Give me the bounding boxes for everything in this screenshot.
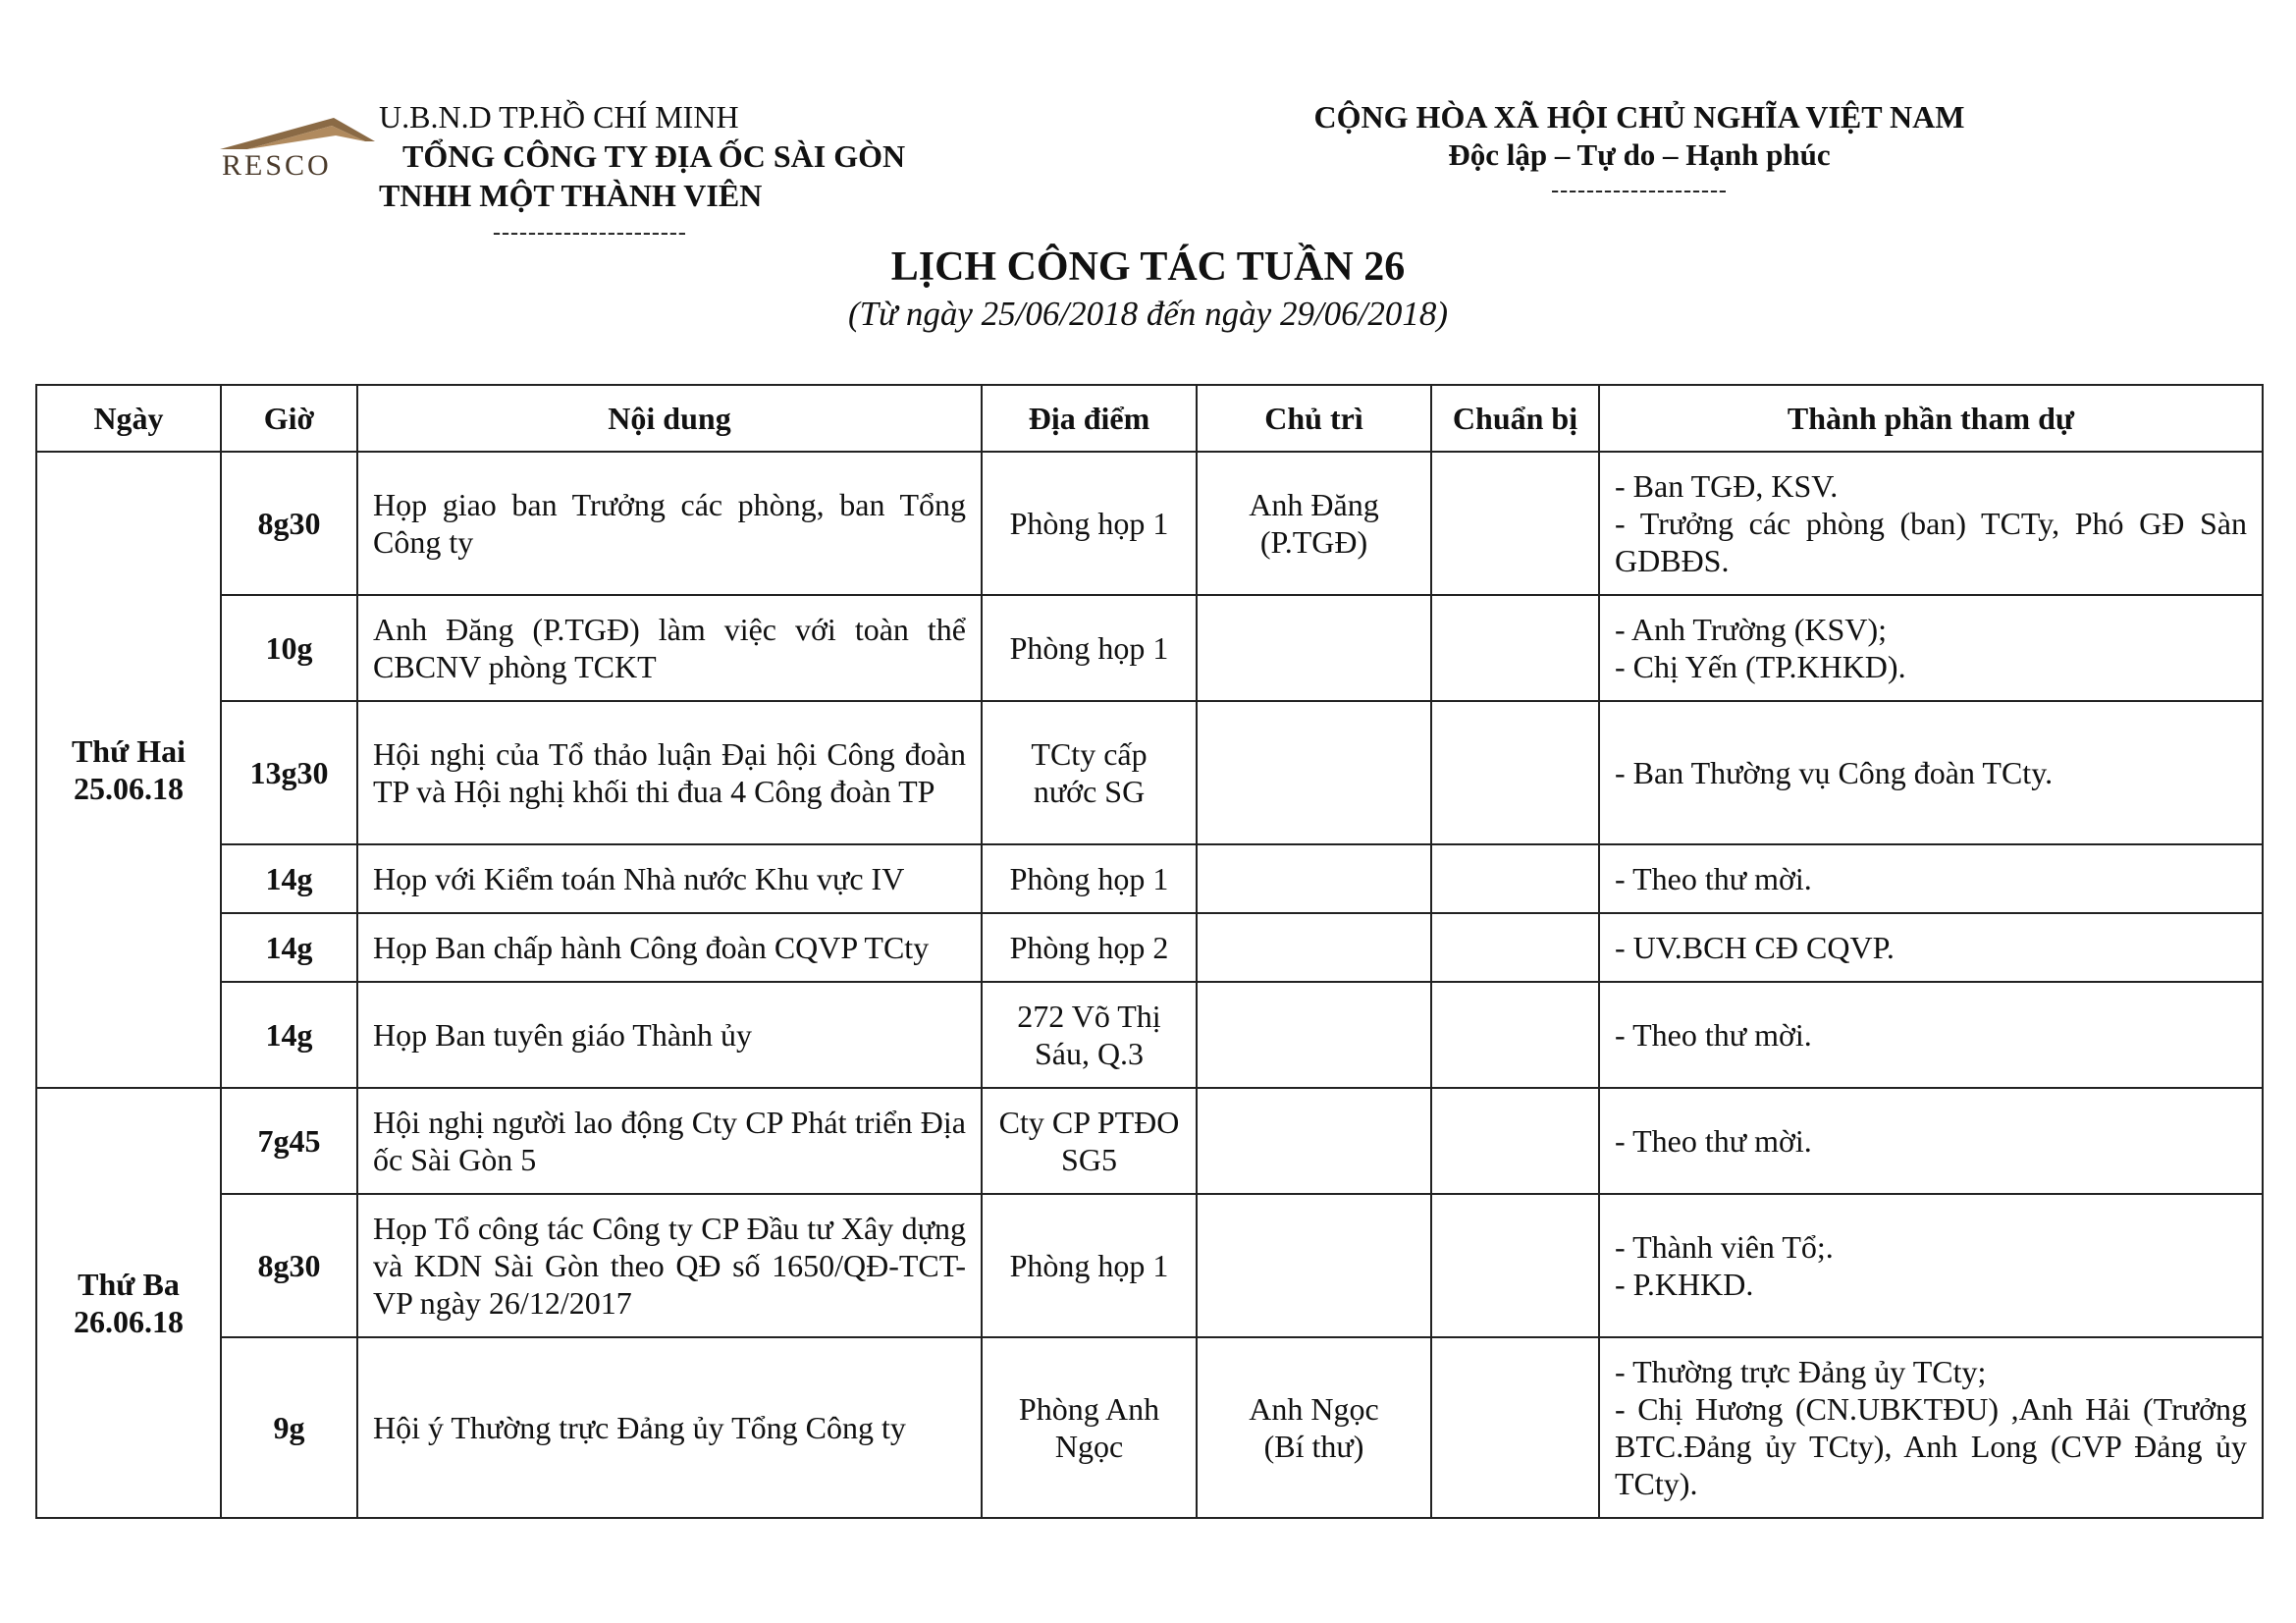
attendees-cell (1599, 452, 2263, 595)
prep-cell (1431, 913, 1599, 982)
chair-line: Anh Đăng (1249, 487, 1379, 522)
time-cell: 14g (221, 982, 357, 1088)
attendee-line: - Ban TGĐ, KSV. (1615, 468, 1839, 504)
table-row (36, 595, 2263, 701)
place-cell: Phòng họp 2 (982, 913, 1197, 982)
place-cell: Phòng họp 1 (982, 452, 1197, 595)
content-cell: Họp Ban chấp hành Công đoàn CQVP TCty (357, 913, 982, 982)
national-divider: -------------------- (1551, 178, 1728, 203)
national-header (1306, 98, 1973, 206)
chair-cell (1197, 1337, 1431, 1518)
day-date: 26.06.18 (74, 1304, 184, 1339)
content-cell: Anh Đăng (P.TGĐ) làm việc với toàn thể CBCNV phòng TCKT (357, 595, 982, 701)
content-cell: Hội nghị người lao động Cty CP Phát triển Địa ốc Sài Gòn 5 (357, 1088, 982, 1194)
header-chair: Chủ trì (1197, 385, 1431, 452)
attendee-line: - Chị Hương (CN.UBKTĐU) ,Anh Hải (Trưởng BTC.Đảng ủy TCty), Anh Long (CVP Đảng ủy TCty). (1615, 1391, 2247, 1501)
attendees-cell (1599, 701, 2263, 844)
org-type: TNHH MỘT THÀNH VIÊN (379, 178, 763, 213)
attendees-cell (1599, 844, 2263, 913)
content-cell: Hội ý Thường trực Đảng ủy Tổng Công ty (357, 1337, 982, 1518)
table-row (36, 1337, 2263, 1518)
day-date: 25.06.18 (74, 771, 184, 806)
time-cell: 7g45 (221, 1088, 357, 1194)
prep-cell (1431, 844, 1599, 913)
header-place: Địa điểm (982, 385, 1197, 452)
chair-cell (1197, 452, 1431, 595)
attendee-line: - Theo thư mời. (1615, 1123, 1812, 1159)
resco-logo (218, 116, 385, 182)
national-motto: Độc lập – Tự do – Hạnh phúc (1448, 137, 1831, 172)
place-cell: Cty CP PTĐO SG5 (982, 1088, 1197, 1194)
attendees-cell (1599, 1194, 2263, 1337)
place-cell: Phòng họp 1 (982, 1194, 1197, 1337)
prep-cell (1431, 701, 1599, 844)
place-cell: TCty cấp nước SG (982, 701, 1197, 844)
chair-cell (1197, 982, 1431, 1088)
place-cell: 272 Võ Thị Sáu, Q.3 (982, 982, 1197, 1088)
content-cell: Họp Ban tuyên giáo Thành ủy (357, 982, 982, 1088)
chair-cell (1197, 1088, 1431, 1194)
time-cell: 10g (221, 595, 357, 701)
time-cell: 9g (221, 1337, 357, 1518)
chair-cell (1197, 913, 1431, 982)
prep-cell (1431, 1194, 1599, 1337)
table-row (36, 913, 2263, 982)
attendee-line: - Theo thư mời. (1615, 861, 1812, 896)
place-cell: Phòng họp 1 (982, 595, 1197, 701)
attendees-cell (1599, 595, 2263, 701)
prep-cell (1431, 452, 1599, 595)
content-cell: Họp giao ban Trưởng các phòng, ban Tổng Công ty (357, 452, 982, 595)
content-cell: Họp với Kiểm toán Nhà nước Khu vực IV (357, 844, 982, 913)
org-parent: U.B.N.D TP.HỒ CHÍ MINH (379, 99, 739, 135)
table-row (36, 1088, 2263, 1194)
prep-cell (1431, 982, 1599, 1088)
content-cell: Họp Tổ công tác Công ty CP Đầu tư Xây dựng và KDN Sài Gòn theo QĐ số 1650/QĐ-TCT-VP ngày 26/12/2017 (357, 1194, 982, 1337)
attendee-line: - Ban Thường vụ Công đoàn TCty. (1615, 755, 2054, 790)
chair-line: Anh Ngọc (1249, 1391, 1379, 1427)
schedule-table (35, 384, 2264, 1519)
attendee-line: - P.KHKD. (1615, 1267, 1754, 1302)
attendee-line: - Thường trực Đảng ủy TCty; (1615, 1354, 1987, 1389)
table-row (36, 701, 2263, 844)
document-subtitle: (Từ ngày 25/06/2018 đến ngày 29/06/2018) (847, 295, 1449, 333)
org-divider: ---------------------- (493, 220, 687, 245)
national-title: CỘNG HÒA XÃ HỘI CHỦ NGHĨA VIỆT NAM (1313, 99, 1965, 135)
table-row (36, 1194, 2263, 1337)
chair-line: (P.TGĐ) (1259, 524, 1368, 560)
attendee-line: - Anh Trường (KSV); (1615, 612, 1887, 647)
attendees-cell (1599, 982, 2263, 1088)
document-title: LỊCH CÔNG TÁC TUẦN 26 (890, 244, 1406, 290)
attendee-line: - Theo thư mời. (1615, 1017, 1812, 1053)
header-time: Giờ (221, 385, 357, 452)
attendee-line: - UV.BCH CĐ CQVP. (1615, 930, 1895, 965)
attendee-line: - Trưởng các phòng (ban) TCTy, Phó GĐ Sàn GDBĐS. (1615, 506, 2247, 578)
place-cell: Phòng họp 1 (982, 844, 1197, 913)
attendees-cell (1599, 1337, 2263, 1518)
content-cell: Hội nghị của Tổ thảo luận Đại hội Công đoàn TP và Hội nghị khối thi đua 4 Công đoàn TP (357, 701, 982, 844)
header-attendees: Thành phần tham dự (1599, 385, 2263, 452)
prep-cell (1431, 1337, 1599, 1518)
header-prep: Chuẩn bị (1431, 385, 1599, 452)
prep-cell (1431, 1088, 1599, 1194)
place-cell: Phòng Anh Ngọc (982, 1337, 1197, 1518)
attendee-line: - Thành viên Tổ;. (1615, 1229, 1834, 1265)
attendees-cell (1599, 1088, 2263, 1194)
chair-line: (Bí thư) (1263, 1429, 1364, 1464)
table-row (36, 844, 2263, 913)
logo-text: RESCO (222, 149, 332, 182)
chair-cell (1197, 1194, 1431, 1337)
table-row (36, 452, 2263, 595)
day-name: Thứ Hai (71, 733, 187, 769)
attendee-line: - Chị Yến (TP.KHKD). (1615, 649, 1906, 684)
day-cell (36, 1088, 221, 1518)
prep-cell (1431, 595, 1599, 701)
org-name: TỔNG CÔNG TY ĐỊA ỐC SÀI GÒN (402, 138, 906, 174)
chair-cell (1197, 595, 1431, 701)
day-name: Thứ Ba (78, 1267, 180, 1302)
attendees-cell (1599, 913, 2263, 982)
time-cell: 8g30 (221, 1194, 357, 1337)
table-header-row (36, 385, 2263, 452)
header-content: Nội dung (357, 385, 982, 452)
chair-cell (1197, 701, 1431, 844)
time-cell: 14g (221, 913, 357, 982)
time-cell: 13g30 (221, 701, 357, 844)
header-day: Ngày (36, 385, 221, 452)
time-cell: 14g (221, 844, 357, 913)
chair-cell (1197, 844, 1431, 913)
time-cell: 8g30 (221, 452, 357, 595)
table-row (36, 982, 2263, 1088)
day-cell (36, 452, 221, 1088)
